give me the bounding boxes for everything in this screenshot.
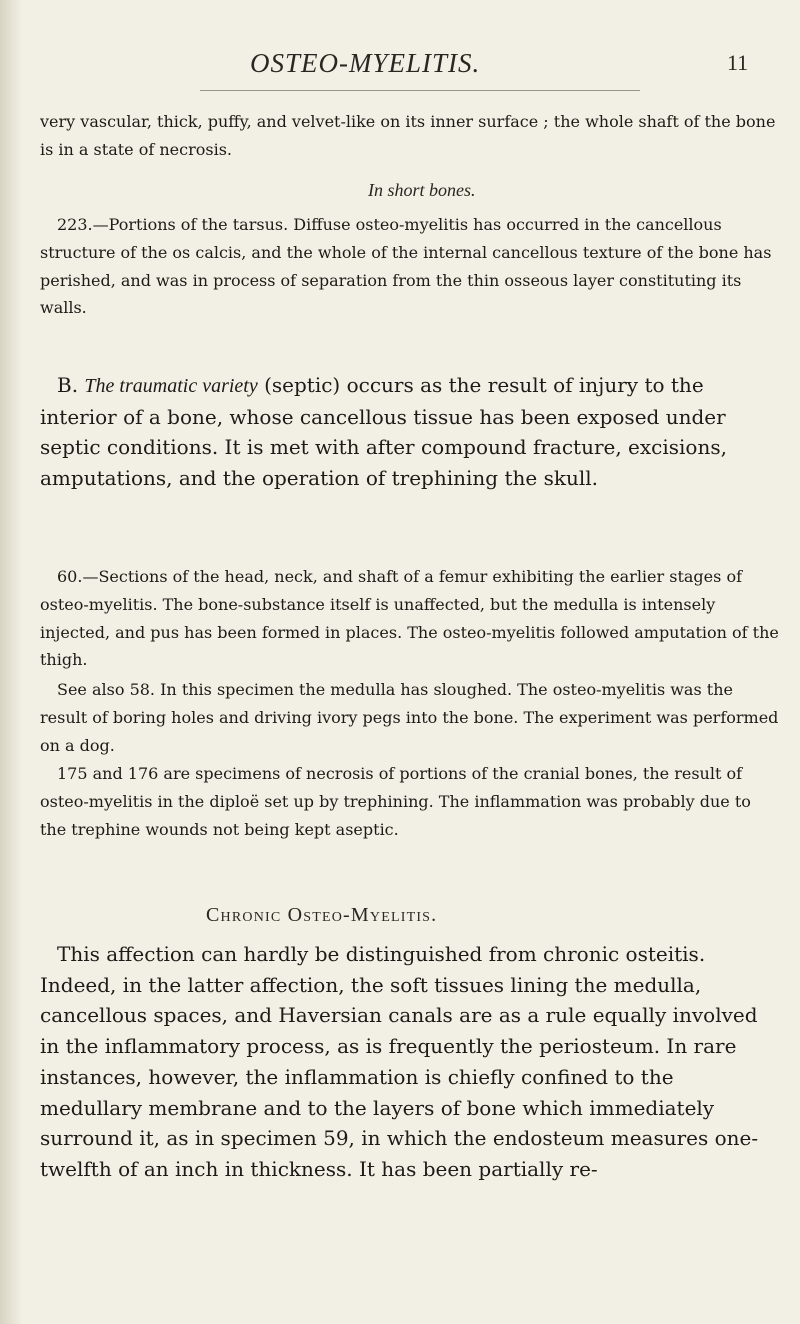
paragraph-specimens-175-176 bbox=[40, 760, 780, 843]
section-label-b: B. bbox=[57, 373, 85, 397]
paragraph-specimen-60 bbox=[40, 563, 780, 674]
specimen-60-text: —Sections of the head, neck, and shaft of a femur exhibiting the earlier stages of osteo-myelitis. The bone-substance itself is unaffected, but the medulla is intensely injected, and pus has been formed in places. The osteo-myelitis followed amputation of the thigh. bbox=[40, 567, 779, 670]
specimen-number-60: 60. bbox=[57, 567, 83, 586]
specimens-175-176-text: are specimens of necrosis of portions of the cranial bones, the result of osteo-myelitis in the diploë set up by trephining. The inflammation was probably due to the trephine wounds not being kept aseptic. bbox=[40, 764, 751, 839]
paragraph-specimen-223 bbox=[40, 211, 780, 322]
page-number: 11 bbox=[727, 50, 749, 75]
subheading-short-bones: In short bones. bbox=[368, 180, 476, 200]
section-heading-chronic: Chronic Osteo-Myelitis. bbox=[206, 904, 438, 926]
running-title: OSTEO-MYELITIS. bbox=[250, 48, 481, 78]
paragraph-see-also-58: See also 58. In this specimen the medulla has sloughed. The osteo-myelitis was the result of boring holes and driving ivory pegs into the bone. The experiment was performed on a dog. bbox=[40, 680, 779, 755]
paragraph-traumatic-variety bbox=[40, 370, 780, 494]
traumatic-variety-term: The traumatic variety bbox=[84, 375, 258, 397]
specimen-number-223: 223. bbox=[57, 215, 93, 234]
paragraph-continuation: very vascular, thick, puffy, and velvet-like on its inner surface ; the whole shaft of the bone is in a state of necrosis. bbox=[40, 112, 776, 159]
paragraph-chronic-osteomyelitis: This affection can hardly be distinguished from chronic osteitis. Indeed, in the latter affection, the soft tissues lining the medulla, cancellous spaces, and Haversian canals are as a rule equally involved in the inflammatory process, as is frequently the periosteum. In rare instances, however, the inflammation is chiefly confined to the medullary membrane and to the layers of bone which immediately surround it, as in specimen 59, in which the endosteum measures one-twelfth of an inch in thickness. It has been partially re- bbox=[40, 942, 759, 1181]
header-rule bbox=[200, 90, 640, 91]
binding-shadow bbox=[0, 0, 22, 1324]
specimen-223-text: —Portions of the tarsus. Diffuse osteo-myelitis has occurred in the cancellous structure of the os calcis, and the whole of the internal cancellous texture of the bone has perished, and was in process of separation from the thin osseous layer constituting its walls. bbox=[40, 215, 772, 318]
specimen-numbers-175-176: 175 and 176 bbox=[57, 764, 159, 783]
traumatic-variety-text: (septic) occurs as the result of injury to the interior of a bone, whose cancellous tissue has been exposed under septic conditions. It is met with after compound fracture, excisions, amputations, and the operation of trephining the skull. bbox=[40, 373, 727, 491]
